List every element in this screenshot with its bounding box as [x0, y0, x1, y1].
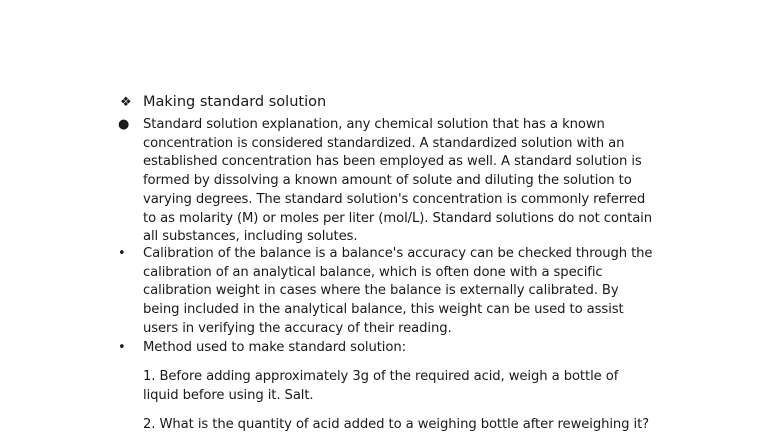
section-heading — [120, 94, 326, 110]
bullet-paragraph — [143, 339, 406, 358]
method-step-1 — [143, 368, 703, 405]
bullet-item-standard-solution — [118, 116, 698, 247]
paragraph-line: to as molarity (M) or moles per liter (mol/L). Standard solutions do not contain — [143, 210, 652, 226]
paragraph-line: calibration weight in cases where the balance is externally calibrated. By — [143, 283, 619, 299]
paragraph-line: formed by dissolving a known amount of solute and diluting the solution to — [143, 173, 632, 189]
step-line: 2. What is the quantity of acid added to a weighing bottle after reweighing it? — [143, 417, 650, 432]
paragraph-line: Standard solution explanation, any chemical solution that has a known — [143, 117, 605, 132]
paragraph-line: users in verifying the accuracy of their reading. — [143, 320, 452, 336]
paragraph-line: concentration is considered standardized. A standardized solution with an — [143, 135, 625, 151]
step-line: liquid before using it. Salt. — [143, 387, 314, 403]
bullet-icon: ● — [118, 117, 130, 132]
diamond-bullet-icon: ❖ — [120, 95, 132, 110]
paragraph-line: Calibration of the balance is a balance's accuracy can be checked through the — [143, 246, 653, 261]
section-heading-text: Making standard solution — [143, 94, 327, 110]
step-line: 1. Before adding approximately 3g of the required acid, weigh a bottle of — [143, 369, 619, 384]
bullet-paragraph — [143, 116, 652, 247]
bullet-icon: • — [118, 246, 126, 261]
paragraph-line: calibration of an analytical balance, which is often done with a specific — [143, 264, 603, 280]
paragraph-line: all substances, including solutes. — [143, 229, 358, 245]
method-step-2 — [143, 416, 703, 435]
paragraph-line: being included in the analytical balance, this weight can be used to assist — [143, 302, 624, 318]
bullet-icon: • — [118, 340, 126, 355]
bullet-item-method — [118, 339, 698, 358]
paragraph-line: established concentration has been employed as well. A standard solution is — [143, 154, 642, 170]
paragraph-line: varying degrees. The standard solution's concentration is commonly referred — [143, 191, 646, 207]
bullet-paragraph — [143, 245, 652, 339]
paragraph-line: Method used to make standard solution: — [143, 340, 406, 355]
bullet-item-calibration — [118, 245, 698, 339]
